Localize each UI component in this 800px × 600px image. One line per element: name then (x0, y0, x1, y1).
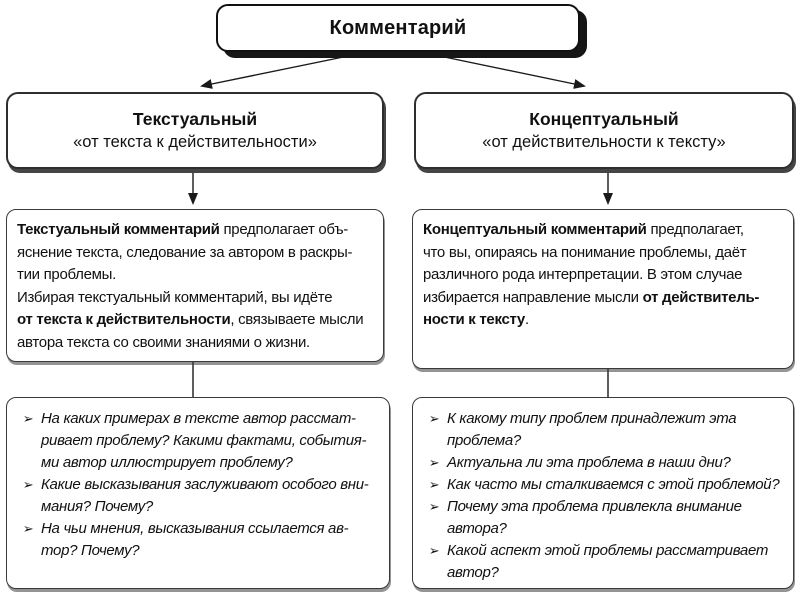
conceptual-definition-text: Концептуальный комментарий предполагает, что вы, опираясь на понимание проблемы, даёт различного рода интерпретации. В этом случае избирается направление мысли от действитель- ности к тексту. (423, 221, 760, 328)
conceptual-title: Концептуальный (529, 109, 679, 129)
bullet-arrow-icon: ➢ (22, 411, 34, 426)
question-item (421, 474, 787, 496)
question-text: Актуальна ли эта проблема в наши дни? (447, 454, 731, 471)
conceptual-definition-box (412, 209, 794, 369)
branch-textual-header (6, 92, 384, 169)
textual-definition-box (6, 209, 384, 362)
question-text: На каких примерах в тексте автор рассмат- ривает проблему? Какими фактами, события- ми автор иллюстрирует проблему? (41, 410, 367, 471)
question-text: Какие высказывания заслуживают особого вни- мания? Почему? (41, 476, 369, 515)
question-text: Какой аспект этой проблемы рассматривает автор? (447, 542, 769, 581)
bullet-arrow-icon: ➢ (428, 543, 440, 558)
question-text: Почему эта проблема привлекла внимание автора? (447, 498, 742, 537)
root-node-commentary (216, 4, 580, 52)
question-text: На чьи мнения, высказывания ссылается ав- тор? Почему? (41, 520, 349, 559)
arrow-title-to-conceptual (430, 54, 584, 86)
textual-definition-text: Текстуальный комментарий предполагает объ- яснение текста, следование за автором в раскры- тии проблемы. Избирая текстуальный комментарий, вы идёте от текста к действительности, связываете мысли автора текста со своими знаниями о жизни. (17, 221, 364, 351)
bullet-arrow-icon: ➢ (428, 499, 440, 514)
bullet-arrow-icon: ➢ (428, 477, 440, 492)
textual-question-list (15, 408, 383, 562)
branch-conceptual-header (414, 92, 794, 169)
diagram-title: Комментарий (329, 16, 467, 39)
question-item (421, 540, 787, 584)
bullet-arrow-icon: ➢ (22, 477, 34, 492)
question-item (421, 496, 787, 540)
question-item (15, 518, 383, 562)
question-item (421, 452, 787, 474)
question-item (15, 474, 383, 518)
bullet-arrow-icon: ➢ (428, 411, 440, 426)
bullet-arrow-icon: ➢ (22, 521, 34, 536)
question-text: Как часто мы сталкиваемся с этой проблемой? (447, 476, 780, 493)
bullet-arrow-icon: ➢ (428, 455, 440, 470)
question-text: К какому типу проблем принадлежит эта проблема? (447, 410, 737, 449)
question-item (421, 408, 787, 452)
textual-subtitle: «от текста к действительности» (73, 133, 317, 151)
conceptual-question-list (421, 408, 787, 584)
question-item (15, 408, 383, 474)
conceptual-subtitle: «от действительности к тексту» (482, 133, 726, 151)
textual-questions-box (6, 397, 390, 589)
textual-title: Текстуальный (132, 109, 258, 129)
conceptual-questions-box (412, 397, 794, 589)
arrow-title-to-textual (202, 54, 358, 86)
